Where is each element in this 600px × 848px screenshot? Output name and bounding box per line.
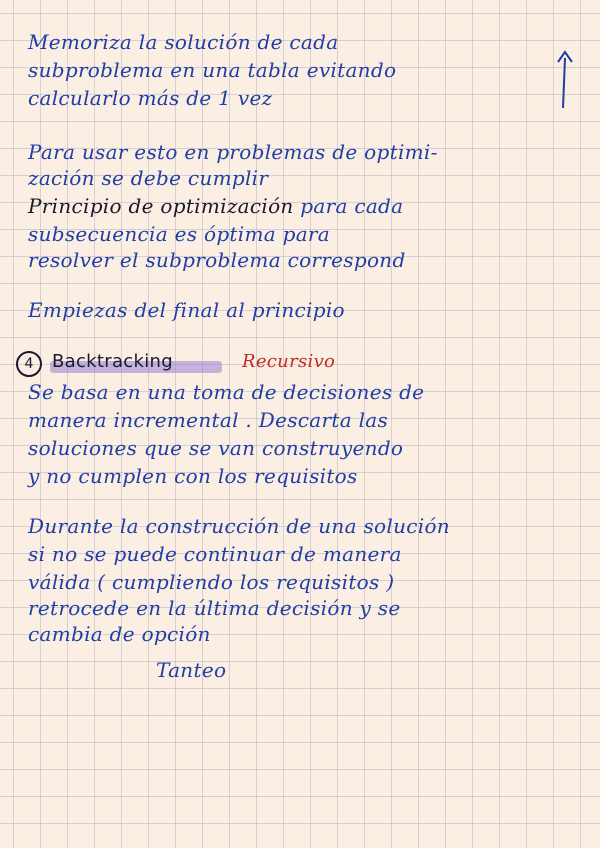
note-line: subproblema en una tabla evitando (28, 58, 397, 82)
section-tag: Recursivo (242, 351, 336, 372)
note-line: Durante la construcción de una solución (28, 514, 450, 538)
section-title: Backtracking (52, 351, 173, 372)
section-number: 4 (16, 351, 42, 377)
note-line: subsecuencia es óptima para (28, 222, 331, 246)
note-line: válida ( cumpliendo los requisitos ) (28, 570, 395, 594)
principle-term: Principio de optimización (28, 194, 294, 218)
note-line: Para usar esto en problemas de optimi- (28, 140, 438, 164)
note-line: Se basa en una toma de decisiones de (28, 380, 425, 404)
note-line: cambia de opción (28, 622, 211, 646)
note-line: calcularlo más de 1 vez (28, 86, 273, 110)
footer-word: Tanteo (156, 658, 227, 682)
note-line: si no se puede continuar de manera (28, 542, 402, 566)
note-line: y no cumplen con los requisitos (28, 464, 358, 488)
note-line: zación se debe cumplir (28, 166, 269, 190)
note-line: Empiezas del final al principio (28, 298, 345, 322)
note-line: retrocede en la última decisión y se (28, 596, 401, 620)
note-line: manera incremental . Descarta las (28, 408, 389, 432)
note-line (28, 194, 403, 218)
note-line: Memoriza la solución de cada (28, 30, 339, 54)
note-line: soluciones que se van construyendo (28, 436, 404, 460)
up-arrow-icon (555, 48, 575, 112)
principle-tail: para cada (293, 194, 404, 218)
note-line: resolver el subproblema correspond (28, 248, 406, 272)
